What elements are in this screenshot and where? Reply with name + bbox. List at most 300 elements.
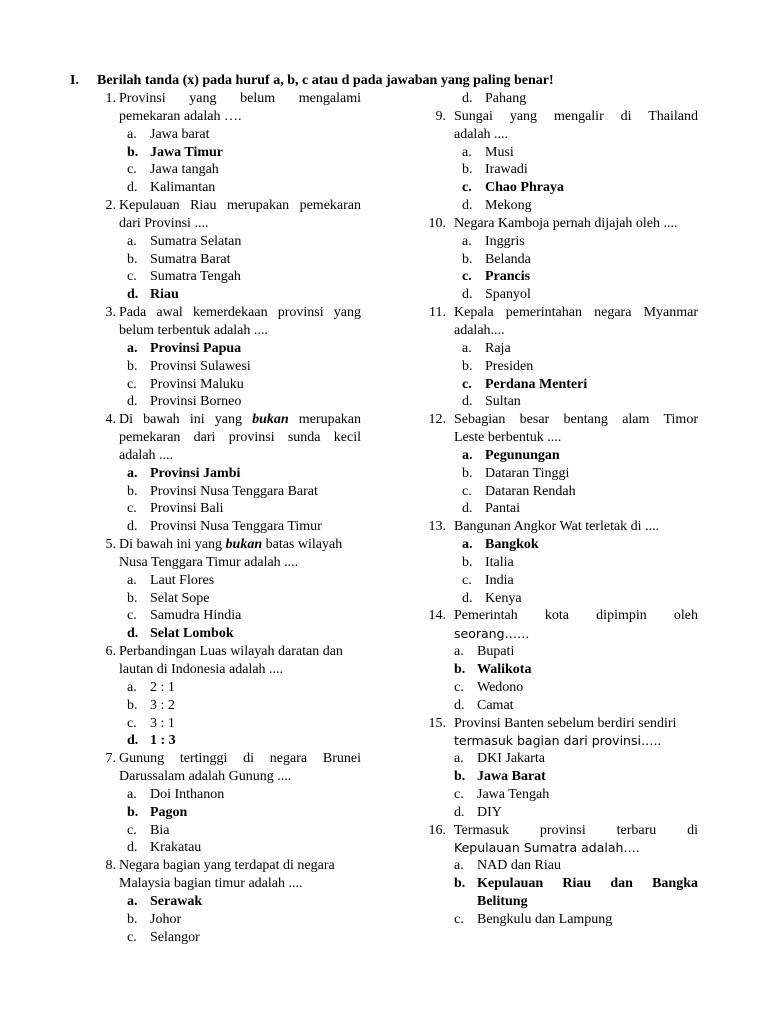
answer-option-correct bbox=[95, 144, 361, 162]
answer-option bbox=[430, 144, 698, 162]
option-row bbox=[127, 376, 361, 394]
option-text: Sumatra Tengah bbox=[150, 269, 241, 285]
question-text bbox=[119, 411, 361, 429]
answer-option-correct bbox=[430, 536, 698, 554]
answer-option bbox=[430, 857, 698, 875]
option-row bbox=[127, 126, 361, 144]
option-row bbox=[127, 590, 361, 608]
option-letter: d. bbox=[462, 590, 473, 606]
question-stem bbox=[95, 857, 361, 875]
option-letter: b. bbox=[127, 251, 138, 267]
option-letter: a. bbox=[454, 858, 464, 874]
answer-option bbox=[430, 697, 698, 715]
option-letter: b. bbox=[462, 554, 473, 570]
option-text: Jawa barat bbox=[150, 126, 210, 142]
question-text-part: Gunung tertinggi di negara Brunei bbox=[119, 751, 361, 767]
option-row bbox=[127, 251, 361, 269]
option-letter: c. bbox=[127, 608, 137, 624]
option-row bbox=[454, 679, 698, 697]
question-number: 10. bbox=[428, 215, 446, 231]
option-letter: d. bbox=[127, 626, 139, 642]
answer-option-correct bbox=[95, 465, 361, 483]
option-row bbox=[454, 911, 698, 929]
question-text bbox=[119, 750, 361, 768]
option-letter: c. bbox=[462, 483, 472, 499]
option-letter: c. bbox=[462, 572, 472, 588]
option-text: DIY bbox=[477, 804, 502, 820]
option-letter: c. bbox=[127, 162, 137, 178]
option-row bbox=[127, 518, 361, 536]
question-text bbox=[454, 304, 698, 322]
option-text: Bangkok bbox=[485, 537, 539, 553]
question-text-part: Di bawah ini yang bbox=[119, 537, 226, 553]
question-stem bbox=[430, 518, 698, 536]
right-question-column bbox=[430, 90, 698, 929]
option-row bbox=[454, 804, 698, 822]
emphasis-word bbox=[226, 537, 263, 552]
answer-option-correct bbox=[95, 804, 361, 822]
answer-option-correct bbox=[430, 447, 698, 465]
answer-option bbox=[95, 590, 361, 608]
option-text: 3 : 1 bbox=[150, 715, 175, 731]
option-letter: d. bbox=[127, 840, 138, 856]
option-letter: c. bbox=[127, 715, 137, 731]
question-text bbox=[119, 90, 361, 108]
option-row bbox=[462, 536, 698, 554]
question-stem bbox=[430, 215, 698, 233]
option-letter: b. bbox=[454, 662, 466, 677]
option-letter: b. bbox=[454, 876, 466, 892]
question-continuation bbox=[95, 108, 361, 126]
option-row bbox=[127, 732, 361, 750]
answer-option bbox=[430, 679, 698, 697]
answer-option bbox=[95, 697, 361, 715]
option-text: Jawa tangah bbox=[150, 162, 219, 178]
option-row bbox=[127, 822, 361, 840]
option-row bbox=[127, 233, 361, 251]
option-row bbox=[462, 572, 698, 590]
option-text: Belitung bbox=[477, 893, 528, 909]
answer-option bbox=[95, 483, 361, 501]
question-stem bbox=[430, 607, 698, 625]
option-letter: c. bbox=[127, 929, 137, 945]
question-continuation bbox=[430, 839, 698, 857]
option-text: Dataran Rendah bbox=[485, 483, 576, 499]
answer-option bbox=[430, 572, 698, 590]
option-text: Bupati bbox=[477, 644, 515, 660]
option-text: Chao Phraya bbox=[485, 180, 564, 196]
question-number: 14. bbox=[428, 608, 446, 624]
answer-option bbox=[430, 358, 698, 376]
option-letter: a. bbox=[127, 679, 137, 695]
answer-option bbox=[430, 750, 698, 768]
question-stem bbox=[95, 197, 361, 215]
answer-option bbox=[95, 179, 361, 197]
option-row bbox=[127, 572, 361, 590]
option-letter: c. bbox=[462, 269, 472, 285]
question-number: 11. bbox=[429, 305, 446, 321]
question-continuation bbox=[95, 875, 361, 893]
option-letter: d. bbox=[127, 287, 139, 303]
question-text: dari Provinsi .... bbox=[119, 215, 209, 231]
question-number: 1. bbox=[105, 91, 116, 106]
question-text: Leste berbentuk .... bbox=[454, 430, 562, 446]
question-text: adalah .... bbox=[119, 447, 174, 463]
option-text: Walikota bbox=[477, 662, 532, 677]
option-text: Bia bbox=[150, 822, 170, 838]
option-text: DKI Jakarta bbox=[477, 751, 546, 767]
question-text-part: Di bawah ini yang bbox=[119, 412, 253, 428]
answer-option-correct bbox=[430, 875, 698, 893]
question-text: lautan di Indonesia adalah .... bbox=[119, 662, 284, 677]
option-row bbox=[462, 286, 698, 304]
option-text: Kalimantan bbox=[150, 180, 216, 196]
option-row bbox=[127, 804, 361, 822]
option-row bbox=[462, 447, 698, 465]
option-text: Selat Sope bbox=[150, 590, 210, 606]
option-text: 2 : 1 bbox=[150, 679, 175, 695]
question-number: 7. bbox=[105, 751, 116, 767]
option-text: Pahang bbox=[485, 91, 527, 106]
answer-option bbox=[430, 286, 698, 304]
question-text: seorang…… bbox=[454, 626, 530, 642]
question-text-part: Sungai yang mengalir di Thailand bbox=[454, 108, 698, 124]
question-number: 16. bbox=[428, 822, 446, 838]
option-row bbox=[127, 911, 361, 929]
option-text: Inggris bbox=[485, 233, 525, 249]
option-row bbox=[462, 483, 698, 501]
option-text: Dataran Tinggi bbox=[485, 465, 570, 481]
option-row bbox=[127, 697, 361, 715]
answer-option bbox=[430, 197, 698, 215]
answer-option bbox=[95, 607, 361, 625]
answer-option bbox=[95, 358, 361, 376]
option-text: Provinsi Nusa Tenggara Barat bbox=[150, 483, 318, 499]
option-letter: b. bbox=[462, 162, 473, 178]
option-text: Krakatau bbox=[150, 840, 202, 856]
answer-option bbox=[95, 233, 361, 251]
question-number: 4. bbox=[105, 412, 116, 428]
option-letter: b. bbox=[462, 465, 473, 481]
question-stem bbox=[430, 822, 698, 840]
option-text: Kenya bbox=[485, 590, 522, 606]
option-letter: b. bbox=[127, 590, 138, 606]
answer-option bbox=[95, 376, 361, 394]
option-row bbox=[477, 893, 698, 911]
option-row bbox=[462, 376, 698, 394]
question-text-part: Pada awal kemerdekaan provinsi yang bbox=[119, 305, 361, 321]
option-row bbox=[454, 786, 698, 804]
question-number: 6. bbox=[105, 644, 116, 660]
option-text: Bengkulu dan Lampung bbox=[477, 911, 613, 927]
option-text: Riau bbox=[150, 287, 179, 303]
answer-option bbox=[95, 161, 361, 179]
answer-option bbox=[430, 554, 698, 572]
option-text: Spanyol bbox=[485, 287, 531, 303]
question-text-part: batas wilayah bbox=[262, 537, 343, 553]
option-letter: b. bbox=[462, 251, 473, 267]
answer-option bbox=[430, 500, 698, 518]
answer-option bbox=[95, 839, 361, 857]
option-letter: a. bbox=[127, 126, 137, 142]
option-letter: d. bbox=[127, 519, 138, 535]
question-text-part: Perbandingan Luas wilayah daratan dan bbox=[119, 644, 343, 660]
question-text bbox=[454, 518, 698, 536]
question-stem bbox=[95, 90, 361, 108]
option-row bbox=[127, 500, 361, 518]
option-text: Sumatra Barat bbox=[150, 251, 231, 267]
question-number: 13. bbox=[428, 519, 446, 535]
question-text bbox=[454, 715, 698, 733]
option-letter: c. bbox=[127, 822, 137, 838]
question-text bbox=[454, 215, 698, 233]
option-row bbox=[462, 161, 698, 179]
option-letter: c. bbox=[127, 501, 137, 517]
question-text: Darussalam adalah Gunung .... bbox=[119, 769, 292, 785]
option-row bbox=[462, 500, 698, 518]
option-row bbox=[462, 179, 698, 197]
question-continuation bbox=[95, 554, 361, 572]
option-row bbox=[127, 144, 361, 162]
question-text-part: Negara Kamboja pernah dijajah oleh .... bbox=[454, 215, 678, 231]
option-text: Belanda bbox=[485, 251, 531, 267]
option-row bbox=[462, 197, 698, 215]
option-row bbox=[462, 144, 698, 162]
question-number: 15. bbox=[428, 715, 446, 731]
option-row bbox=[127, 786, 361, 804]
option-text: Camat bbox=[477, 697, 514, 713]
option-row bbox=[462, 268, 698, 286]
option-text: Irawadi bbox=[485, 162, 528, 178]
option-row bbox=[127, 679, 361, 697]
option-letter: a. bbox=[462, 144, 472, 160]
option-row bbox=[462, 554, 698, 572]
option-text: Provinsi Papua bbox=[150, 340, 242, 356]
option-text: Wedono bbox=[477, 679, 524, 695]
option-letter: c. bbox=[127, 269, 137, 285]
option-letter: d. bbox=[462, 394, 473, 410]
option-letter: c. bbox=[454, 679, 464, 695]
answer-option bbox=[95, 518, 361, 536]
answer-option bbox=[95, 822, 361, 840]
option-row bbox=[127, 483, 361, 501]
option-row bbox=[454, 857, 698, 875]
option-letter: a. bbox=[462, 233, 472, 249]
question-text: termasuk bagian dari provinsi….. bbox=[454, 733, 662, 749]
option-letter: b. bbox=[127, 911, 138, 927]
option-text: Kepulauan Riau dan Bangka bbox=[477, 876, 698, 892]
option-letter: d. bbox=[454, 697, 465, 713]
question-text bbox=[454, 822, 698, 840]
option-text: NAD dan Riau bbox=[477, 858, 561, 874]
option-text: Sultan bbox=[485, 394, 521, 410]
option-letter: d. bbox=[462, 91, 473, 106]
answer-option-correct bbox=[430, 661, 698, 679]
question-text-part: Pemerintah kota dipimpin oleh bbox=[454, 608, 698, 624]
answer-option-correct bbox=[95, 286, 361, 304]
answer-option bbox=[430, 340, 698, 358]
question-number: 9. bbox=[435, 108, 446, 124]
option-text: Italia bbox=[485, 554, 514, 570]
option-letter: a. bbox=[462, 447, 473, 463]
question-continuation bbox=[95, 768, 361, 786]
question-text: Malaysia bagian timur adalah .... bbox=[119, 876, 303, 892]
option-row bbox=[462, 233, 698, 251]
option-letter: b. bbox=[127, 358, 138, 374]
question-text-part: merupakan bbox=[288, 412, 362, 428]
option-row bbox=[454, 875, 698, 893]
answer-option bbox=[95, 929, 361, 947]
option-row bbox=[454, 750, 698, 768]
question-continuation bbox=[95, 215, 361, 233]
option-row bbox=[462, 358, 698, 376]
option-text: Provinsi Bali bbox=[150, 501, 224, 517]
option-text: 3 : 2 bbox=[150, 697, 175, 713]
question-stem bbox=[430, 715, 698, 733]
option-letter: b. bbox=[454, 769, 466, 785]
answer-option bbox=[430, 90, 698, 108]
question-stem bbox=[430, 304, 698, 322]
question-text-part: Bangunan Angkor Wat terletak di .... bbox=[454, 519, 660, 535]
answer-option-correct bbox=[95, 732, 361, 750]
question-stem bbox=[95, 411, 361, 429]
option-text: Jawa Tengah bbox=[477, 786, 550, 802]
question-stem bbox=[95, 536, 361, 554]
question-continuation bbox=[430, 429, 698, 447]
option-row bbox=[127, 268, 361, 286]
option-row bbox=[454, 768, 698, 786]
option-row bbox=[127, 286, 361, 304]
question-continuation bbox=[430, 732, 698, 750]
question-continuation bbox=[95, 429, 361, 447]
question-continuation bbox=[95, 661, 361, 679]
answer-option bbox=[430, 465, 698, 483]
option-text: India bbox=[485, 572, 514, 588]
answer-option bbox=[95, 500, 361, 518]
option-row bbox=[127, 893, 361, 911]
option-row bbox=[454, 697, 698, 715]
option-letter: c. bbox=[454, 911, 464, 927]
option-row bbox=[462, 393, 698, 411]
question-number: 5. bbox=[105, 537, 116, 553]
option-letter: b. bbox=[462, 358, 473, 374]
option-letter: d. bbox=[127, 394, 138, 410]
question-text bbox=[119, 857, 361, 875]
question-number: 3. bbox=[105, 305, 116, 321]
option-letter: d. bbox=[127, 733, 139, 749]
option-row bbox=[127, 715, 361, 733]
question-number: 12. bbox=[428, 412, 446, 428]
question-text-part: Sebagian besar bentang alam Timor bbox=[454, 412, 698, 428]
option-text: Musi bbox=[485, 144, 514, 160]
option-letter: a. bbox=[127, 340, 138, 356]
option-row bbox=[127, 839, 361, 857]
option-text: Provinsi Maluku bbox=[150, 376, 244, 392]
question-continuation bbox=[95, 447, 361, 465]
answer-option-correct bbox=[430, 268, 698, 286]
question-text-part: Kepulauan Riau merupakan pemekaran bbox=[119, 198, 361, 214]
option-text: Pantai bbox=[485, 501, 520, 517]
answer-option bbox=[430, 590, 698, 608]
answer-option bbox=[430, 161, 698, 179]
answer-option bbox=[95, 786, 361, 804]
question-text-part: Provinsi yang belum mengalami bbox=[119, 91, 361, 106]
option-letter: a. bbox=[127, 233, 137, 249]
question-continuation bbox=[430, 126, 698, 144]
option-text: Provinsi Jambi bbox=[150, 465, 241, 481]
question-text: belum terbentuk adalah .... bbox=[119, 322, 268, 338]
section-instruction: Berilah tanda (x) pada huruf a, b, c atau d pada jawaban yang paling benar! bbox=[97, 73, 554, 88]
option-text: Laut Flores bbox=[150, 572, 215, 588]
option-letter: a. bbox=[462, 340, 472, 356]
option-row bbox=[127, 393, 361, 411]
question-text: adalah.... bbox=[454, 322, 505, 338]
option-text: Prancis bbox=[485, 269, 531, 285]
option-row bbox=[462, 590, 698, 608]
question-text bbox=[119, 643, 361, 661]
emphasis-text: bukan bbox=[252, 412, 289, 428]
question-stem bbox=[95, 304, 361, 322]
answer-option bbox=[95, 251, 361, 269]
question-stem bbox=[95, 750, 361, 768]
option-text: Selangor bbox=[150, 929, 200, 945]
option-row bbox=[127, 625, 361, 643]
option-row bbox=[462, 465, 698, 483]
option-letter: d. bbox=[127, 180, 138, 196]
question-text: pemekaran adalah …. bbox=[119, 108, 242, 124]
option-text: Raja bbox=[485, 340, 511, 356]
option-letter: d. bbox=[462, 198, 473, 214]
question-text bbox=[454, 411, 698, 429]
option-row bbox=[127, 161, 361, 179]
option-letter: a. bbox=[462, 537, 473, 553]
emphasis-text: bukan bbox=[225, 537, 263, 553]
question-text-part: Provinsi Banten sebelum berdiri sendiri bbox=[454, 715, 677, 731]
option-letter: c. bbox=[462, 376, 472, 392]
option-text: Provinsi Nusa Tenggara Timur bbox=[150, 519, 322, 535]
option-letter: a. bbox=[454, 644, 464, 660]
option-text: Provinsi Sulawesi bbox=[150, 358, 251, 374]
option-row bbox=[127, 340, 361, 358]
question-number: 8. bbox=[105, 858, 116, 874]
question-text: pemekaran dari provinsi sunda kecil bbox=[119, 430, 361, 446]
answer-option bbox=[430, 643, 698, 661]
question-text: Kepulauan Sumatra adalah…. bbox=[454, 840, 640, 856]
answer-option bbox=[95, 572, 361, 590]
option-text: Johor bbox=[150, 911, 182, 927]
option-text: Provinsi Borneo bbox=[150, 394, 242, 410]
question-stem bbox=[430, 411, 698, 429]
option-row bbox=[127, 929, 361, 947]
left-question-column bbox=[95, 90, 361, 947]
question-stem bbox=[430, 108, 698, 126]
section-header bbox=[70, 72, 554, 90]
answer-option-correct bbox=[430, 376, 698, 394]
question-continuation bbox=[430, 322, 698, 340]
option-text: Serawak bbox=[150, 893, 203, 909]
question-text: Nusa Tenggara Timur adalah .... bbox=[119, 554, 299, 570]
answer-option bbox=[430, 233, 698, 251]
question-text bbox=[454, 108, 698, 126]
option-row bbox=[127, 179, 361, 197]
question-text bbox=[454, 607, 698, 625]
answer-option bbox=[95, 268, 361, 286]
option-letter: d. bbox=[454, 804, 465, 820]
answer-option-correct bbox=[430, 179, 698, 197]
option-text: Presiden bbox=[485, 358, 534, 374]
answer-option bbox=[430, 911, 698, 929]
question-stem bbox=[95, 643, 361, 661]
